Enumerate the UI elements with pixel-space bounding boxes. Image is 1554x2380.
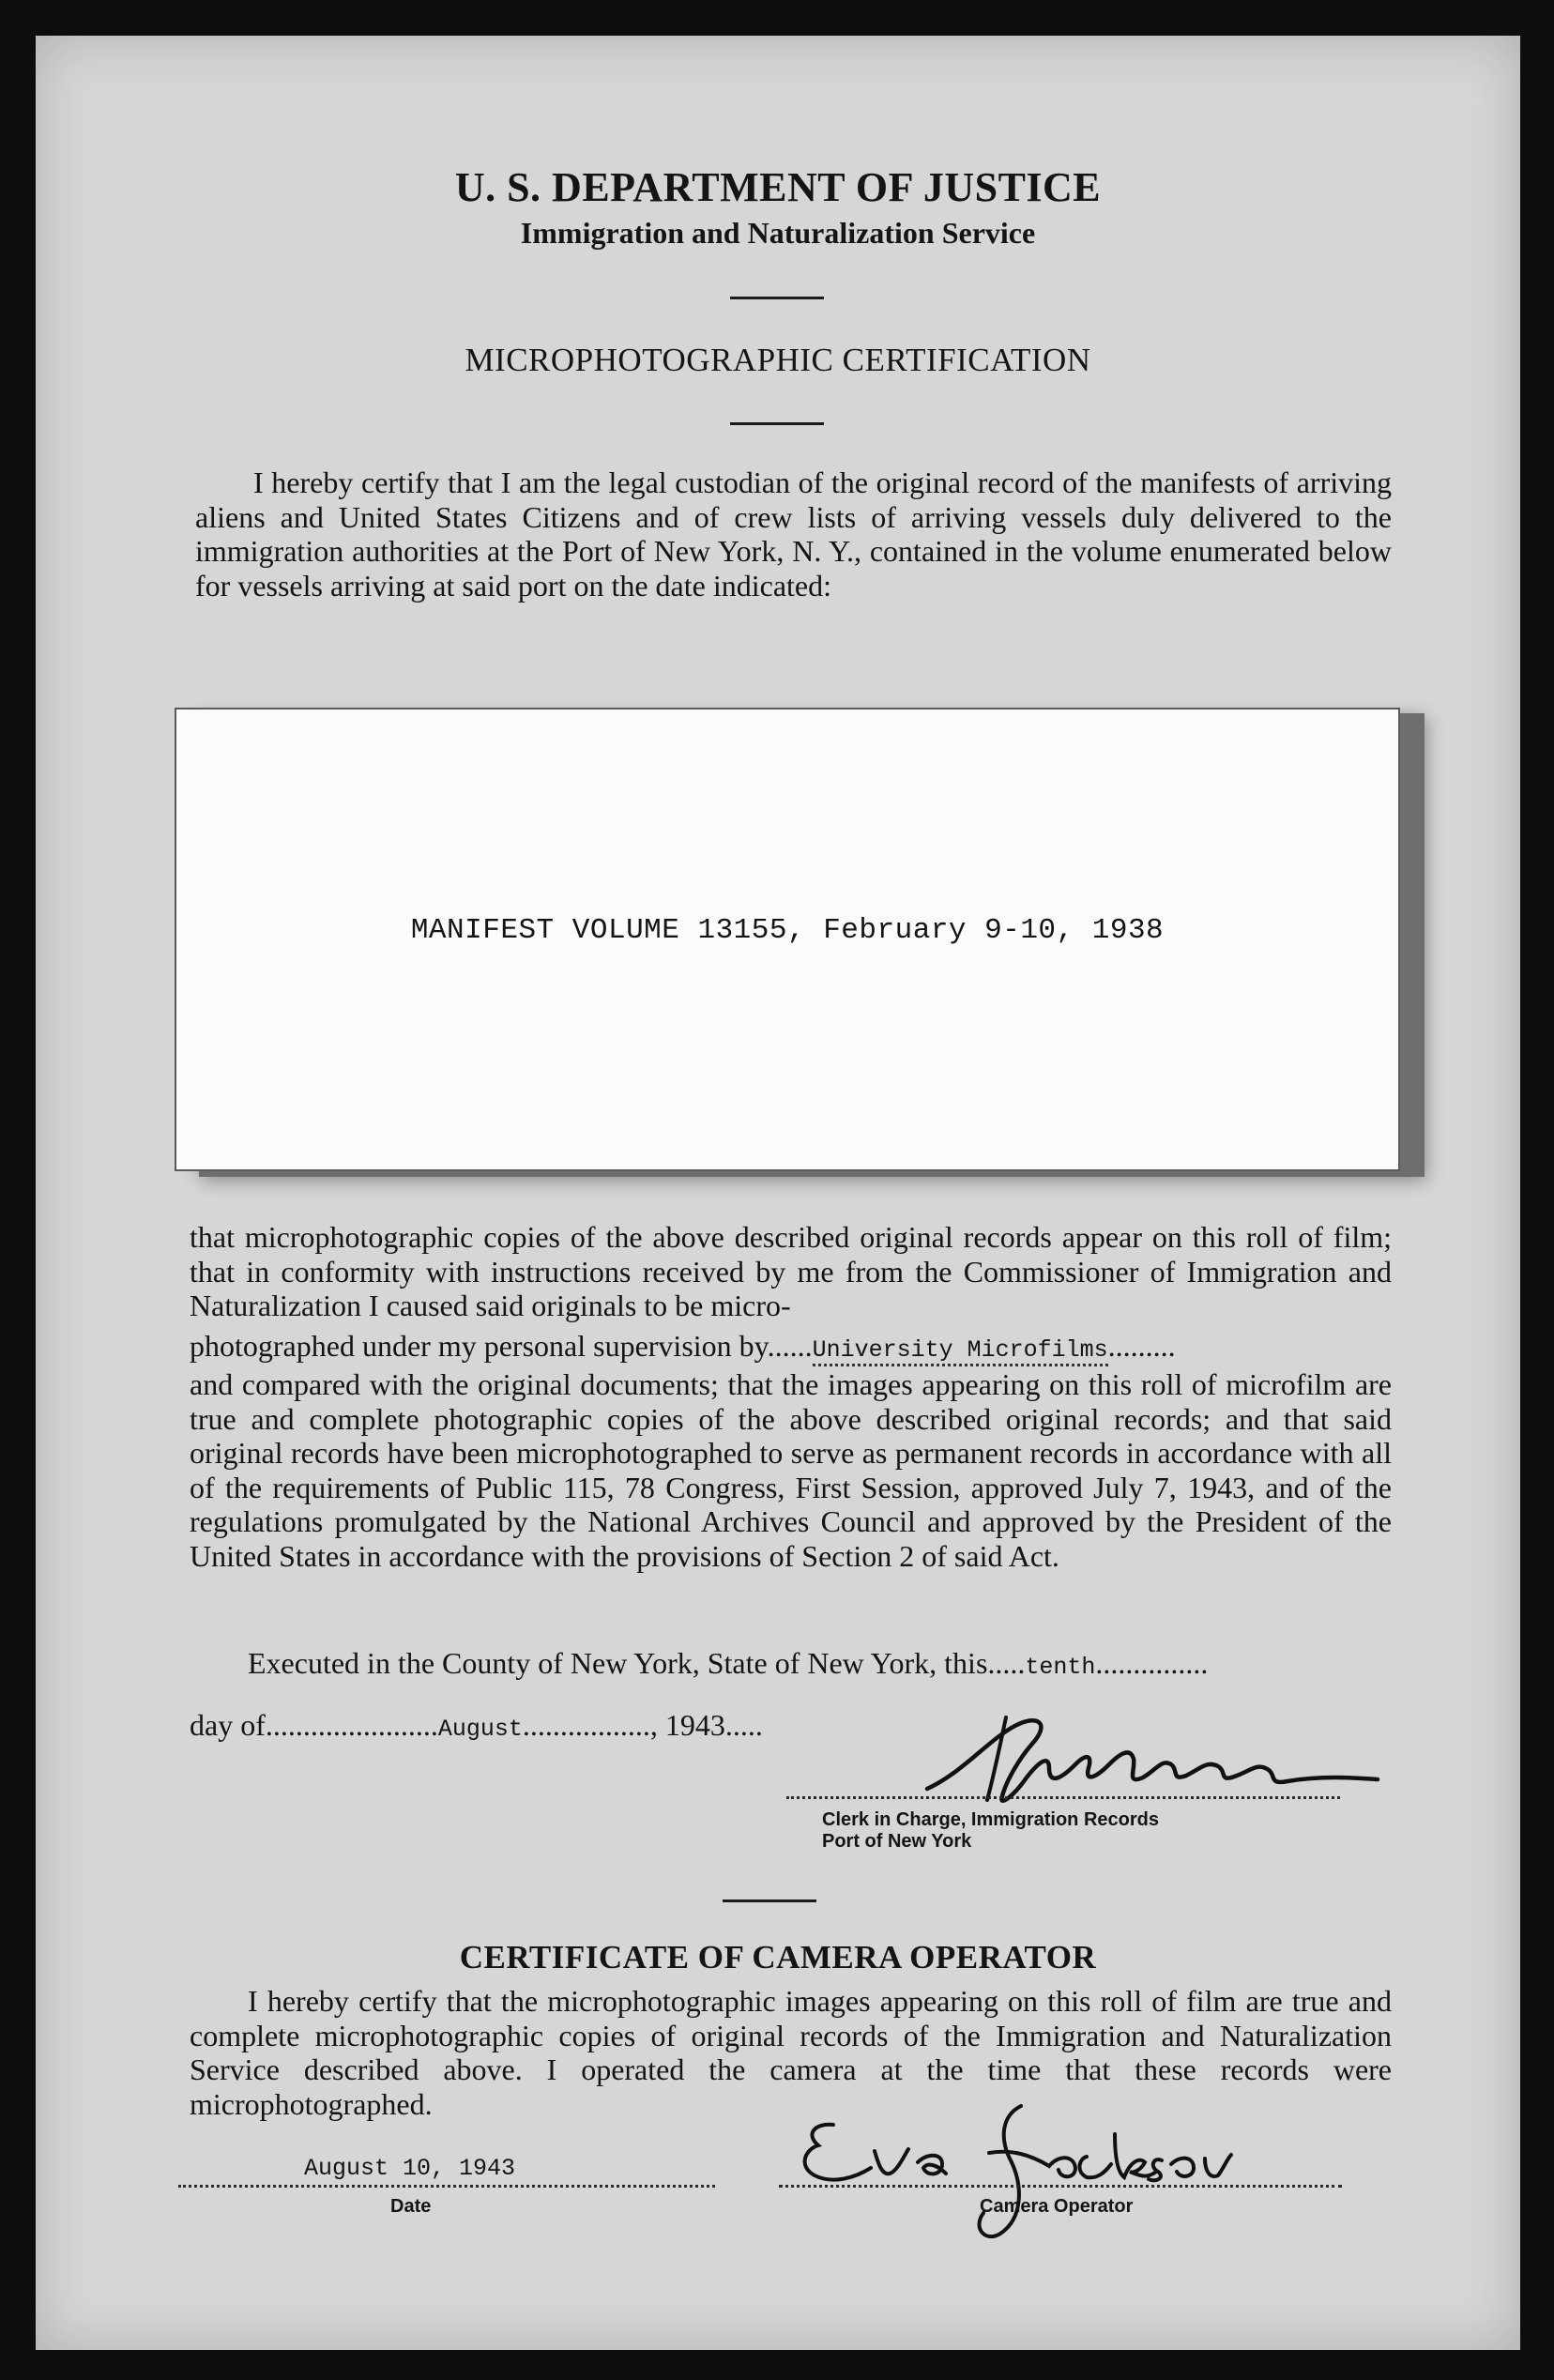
body-paragraph — [190, 1220, 1392, 1573]
manifest-volume-label: MANIFEST VOLUME 13155, February 9-10, 1938 — [410, 914, 1165, 947]
body-text-c: and compared with the original documents; that the images appearing on this roll of microfilm are true and complete photographic copies of the above described original records; and that said original records have been microphotographed to serve as permanent records in accordance with all of the requirements of Public 115, 78 Congress, First Session, approved July 7, 1943, and of the regulations promulgated by the National Archives Council and approved by the President of the United States in accordance with the provisions of Section 2 of said Act. — [190, 1367, 1392, 1573]
intro-paragraph — [195, 465, 1392, 603]
camera-operator-text: I hereby certify that the microphotographic images appearing on this roll of film are true and complete microphotographic copies of original records of the Immigration and Naturalization Service described above. I operated the camera at the time that these records were microphotographed. — [190, 1984, 1392, 2121]
certification-title: MICROPHOTOGRAPHIC CERTIFICATION — [465, 342, 1091, 378]
executed-year: 1943 — [664, 1708, 725, 1742]
certificate-page — [36, 36, 1520, 2350]
date-field: August 10, 1943 — [304, 2155, 516, 2182]
divider-rule — [723, 1899, 816, 1902]
supervision-line: photographed under my personal supervision by......University Microfilms......... — [190, 1329, 1392, 1368]
executed-line: Executed in the County of New York, State of New York, this.....tenth............... — [248, 1646, 1209, 1681]
clerk-title: Clerk in Charge, Immigration Records — [822, 1809, 1159, 1830]
department-heading: U. S. DEPARTMENT OF JUSTICE — [454, 164, 1102, 210]
camera-operator-title: CERTIFICATE OF CAMERA OPERATOR — [459, 1939, 1097, 1976]
camera-operator-label: Camera Operator — [980, 2196, 1134, 2217]
date-line — [178, 2185, 715, 2188]
clerk-port: Port of New York — [822, 1831, 972, 1852]
executed-month-field: August — [437, 1716, 523, 1743]
supervision-prefix: photographed under my personal supervision by — [190, 1328, 768, 1363]
manifest-card — [175, 708, 1400, 1171]
intro-text: I hereby certify that I am the legal custodian of the original record of the manifests of arriving aliens and United States Citizens and of crew lists of arriving vessels duly delivered to the immigration authorities at the Port of New York, N. Y., contained in the volume enumerated below for vessels arriving at said port on the date indicated: — [195, 465, 1392, 603]
day-of-label: day of — [190, 1708, 266, 1742]
microfilm-company-field: University Microfilms — [813, 1336, 1108, 1366]
executed-day-field: tenth — [1025, 1654, 1096, 1681]
executed-prefix: Executed in the County of New York, State of New York, this — [248, 1646, 988, 1680]
divider-rule — [730, 422, 824, 425]
clerk-signature — [908, 1706, 1387, 1809]
date-label: Date — [390, 2196, 432, 2217]
body-text-a: that microphotographic copies of the above described original records appear on this roll of film; that in conformity with instructions received by me from the Commissioner of Immigration and Naturalization I caused said originals to be micro- — [190, 1220, 1392, 1322]
camera-operator-signature-line — [779, 2185, 1342, 2188]
clerk-signature-line — [786, 1796, 1340, 1799]
day-of-line: day of.......................August................., 1943..... — [190, 1708, 763, 1743]
service-subheading: Immigration and Naturalization Service — [520, 216, 1036, 250]
camera-operator-signature — [777, 2097, 1265, 2247]
divider-rule — [730, 297, 824, 299]
